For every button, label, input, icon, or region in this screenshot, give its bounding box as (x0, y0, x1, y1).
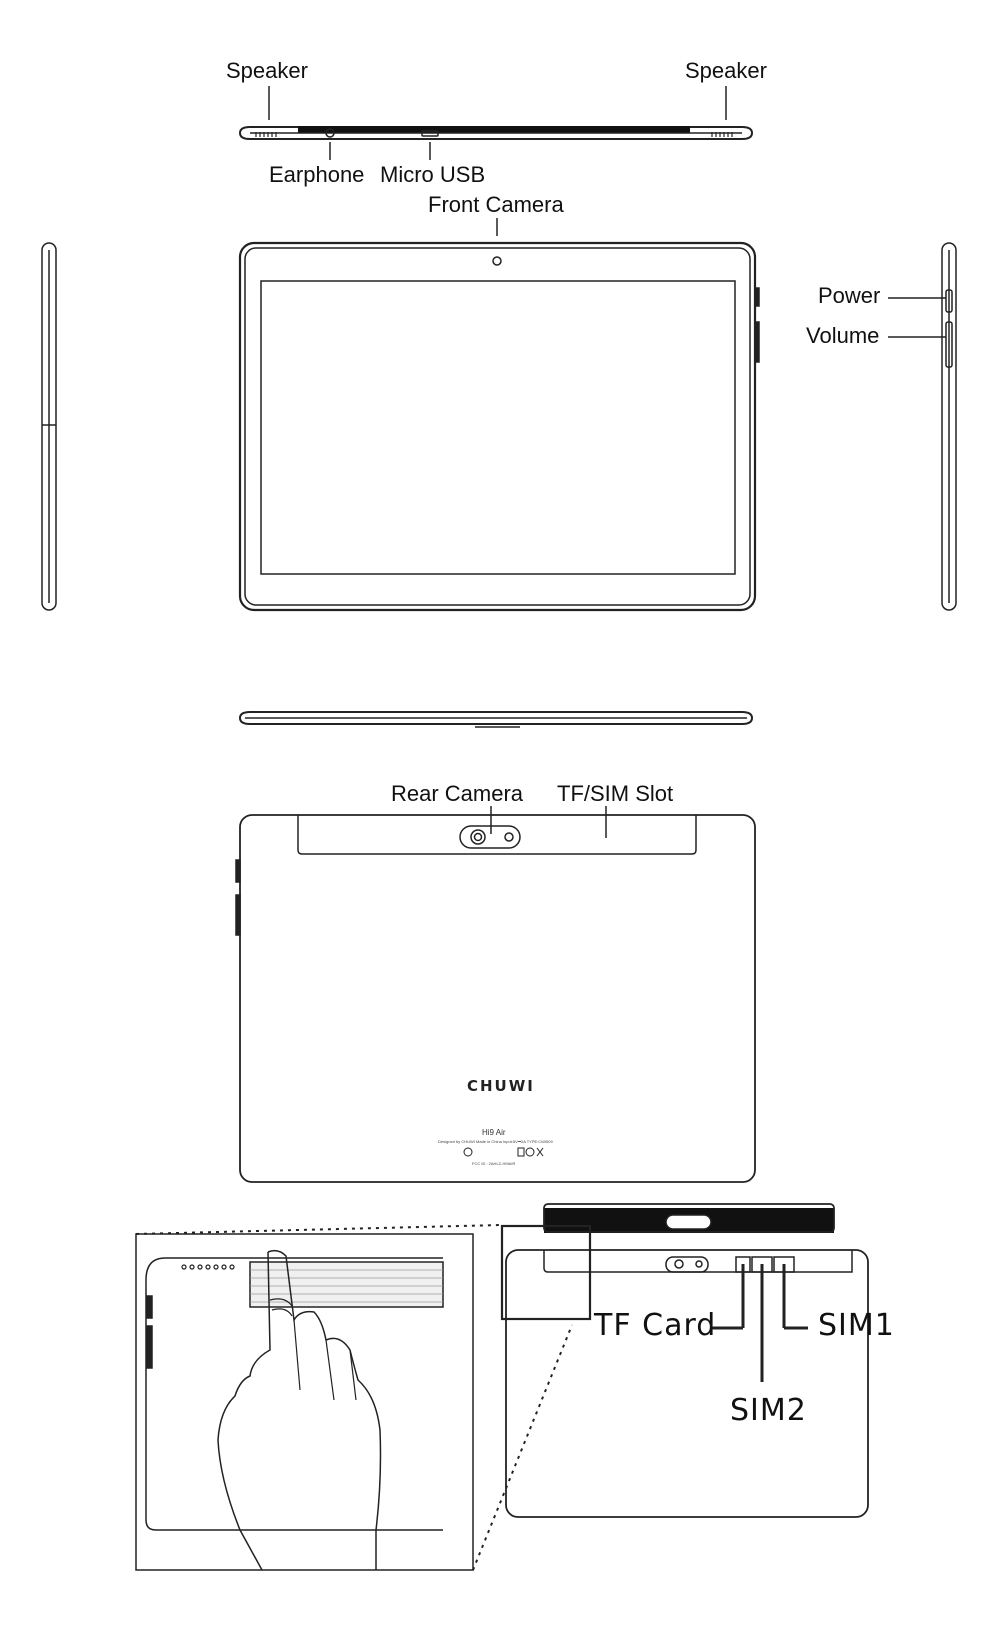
speaker-right-label: Speaker (685, 58, 767, 83)
power-label: Power (818, 283, 881, 308)
volume-label: Volume (806, 323, 880, 348)
screen-area (261, 281, 735, 574)
model-name: Hi9 Air (482, 1128, 506, 1137)
tf-sim-slot-label: TF/SIM Slot (557, 781, 674, 806)
top-edge-view (240, 86, 752, 160)
fine-print-line-1: Designed by CHUWI Made in China Input:5V⎓2A TYPE:CWI509 (438, 1139, 553, 1144)
front-camera (493, 257, 501, 265)
regulatory-marks (464, 1148, 543, 1156)
micro-usb-label: Micro USB (380, 162, 486, 187)
front-view (240, 218, 759, 610)
bottom-edge-view (240, 712, 752, 727)
sim1-label: SIM1 (818, 1308, 895, 1343)
sim2-label: SIM2 (730, 1393, 807, 1428)
speaker-left-label: Speaker (226, 58, 308, 83)
fine-print-line-2: FCC ID : 2AHLZ-HI9AIR (472, 1161, 516, 1166)
earphone-label: Earphone (269, 162, 365, 187)
rear-camera-module (460, 826, 520, 848)
left-side-view (42, 243, 56, 610)
rear-camera-label: Rear Camera (391, 781, 524, 806)
back-view (236, 806, 755, 1182)
tf-card-label: TF Card (594, 1308, 717, 1343)
right-side-view (888, 243, 956, 610)
slot-dots (182, 1265, 234, 1269)
front-camera-label: Front Camera (428, 192, 564, 217)
brand-logo: CHUWI (467, 1077, 535, 1095)
